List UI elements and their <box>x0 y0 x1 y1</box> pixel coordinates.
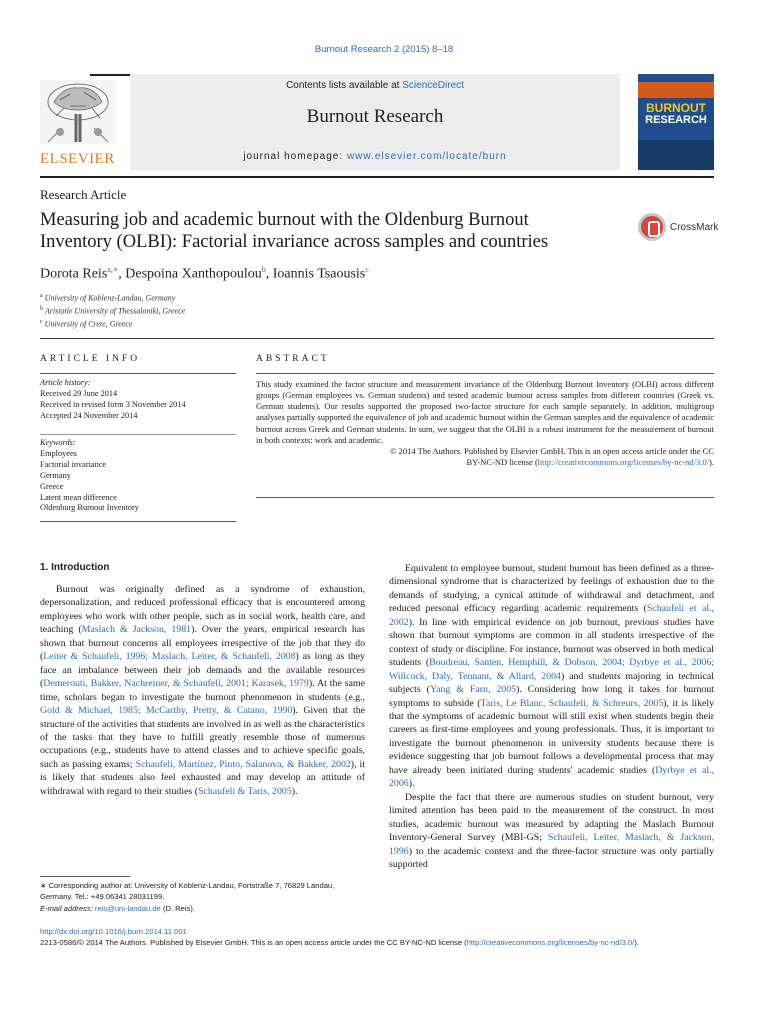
crossmark-icon <box>638 213 666 241</box>
body-text: ). In line with empirical evidence on job burnout, previous studies have shown that burnout symptoms are common in all students irrespective of the context of study or discipline. For instance, burnout was observed in both medical students ( <box>389 616 714 669</box>
citation-link[interactable]: Boudreau, Santen, Hemphill, & Dobson, 2004; Dyrbye et al., 2006; Willcock, Daly, Tennant, & Allard, 2004 <box>389 657 714 682</box>
body-text: ). Considering how long it takes for burnout symptoms to subside ( <box>389 684 714 709</box>
body-paragraph <box>389 791 714 872</box>
affiliation-marker: c <box>40 318 43 325</box>
keyword: Factorial invariance <box>40 459 107 469</box>
keyword: Greece <box>40 481 64 491</box>
contents-prefix: Contents lists available at <box>286 80 403 91</box>
author-affil-marker[interactable]: a,∗ <box>107 265 119 274</box>
body-text: ) as long as they face an imbalance between their job demands and the available resources ( <box>40 651 365 690</box>
copyright-line-1: © 2014 The Authors. Published by Elsevier GmbH. This is an open access article under the CC <box>390 445 714 456</box>
journal-name: Burnout Research <box>306 106 444 127</box>
homepage-link[interactable]: www.elsevier.com/locate/burn <box>346 151 507 162</box>
keyword: Latent mean difference <box>40 492 117 502</box>
license-suffix: ). <box>634 938 639 948</box>
affiliation-text: Aristotle University of Thessaloniki, Greece <box>44 306 186 316</box>
body-paragraph <box>389 562 714 791</box>
copyright-suffix: ). <box>709 457 714 468</box>
abstract-copyright <box>256 446 714 468</box>
article-info-heading: ARTICLE INFO <box>40 354 141 364</box>
citation-link[interactable]: Maslach & Jackson, 1981 <box>81 624 192 636</box>
section-divider <box>40 338 714 339</box>
journal-cover-thumbnail[interactable] <box>638 74 714 170</box>
citation-link[interactable]: Demerouti, Bakker, Nachreiner, & Schaufeli, 2001; Karasek, 1979 <box>43 678 309 690</box>
affiliation-text: University of Crete, Greece <box>44 319 133 329</box>
title-line-1: Measuring job and academic burnout with the Oldenburg Burnout <box>40 210 529 230</box>
masthead-center <box>130 74 620 170</box>
keyword: Germany <box>40 470 71 480</box>
keyword: Oldenburg Burnout Inventory <box>40 503 139 513</box>
article-info-rule <box>40 373 236 374</box>
body-paragraph <box>40 583 365 798</box>
cover-title-1: BURNOUT <box>646 101 706 115</box>
masthead-bottom-rule <box>40 176 714 178</box>
body-text: ), it is likely that the symptoms of academic burnout will still exist when students begin their careers as first-time employees and young professionals. Thus, it is important to investigate the burnout phenomenon in university students because there is evidence suggesting that job burnout follows a developmental process that may have already been initiated during students' academic studies ( <box>389 697 715 776</box>
copyright-prefix: BY-NC-ND license ( <box>466 457 538 468</box>
section-heading-introduction: 1. Introduction <box>40 562 110 573</box>
elsevier-wordmark: ELSEVIER <box>40 151 115 167</box>
homepage-prefix: journal homepage: <box>243 151 347 162</box>
citation-link[interactable]: Schaufeli et al., 2002 <box>389 603 714 628</box>
email-link[interactable]: reis@uni-landau.de <box>94 903 161 913</box>
author-name[interactable]: Despoina Xanthopoulou <box>125 266 262 282</box>
abstract-bottom-rule <box>256 497 714 498</box>
keywords <box>40 438 236 514</box>
citation-link[interactable]: Leiter & Schaufeli, 1996; Maslach, Leiter, & Schaufeli, 2008 <box>43 651 296 663</box>
affiliation-marker: a <box>40 293 43 299</box>
article-title <box>40 209 620 253</box>
article-info-bottom-rule <box>40 521 236 522</box>
author-separator: , <box>118 266 126 282</box>
journal-citation[interactable]: Burnout Research 2 (2015) 8–18 <box>314 44 454 55</box>
body-column-left <box>40 583 365 798</box>
affiliations <box>40 291 185 330</box>
author-affil-marker[interactable]: c <box>365 265 369 274</box>
citation-link[interactable]: Taris, Le Blanc, Schaufeli, & Schreurs, 2005 <box>480 697 664 709</box>
info-separator <box>40 434 236 435</box>
cover-bottom-band <box>638 140 714 170</box>
affiliation <box>40 304 185 317</box>
citation-link[interactable]: Schaufeli, Leiter, Maslach, & Jackson, 1996 <box>389 832 714 857</box>
license-link-bottom[interactable]: http://creativecommons.org/licenses/by-nc-nd/3.0/ <box>466 938 635 948</box>
body-column-right <box>389 562 714 871</box>
journal-masthead <box>40 74 714 170</box>
body-text: ), it is likely that students also feel exhausted and may develop an attitude of withdrawal with regard to their studies ( <box>40 758 365 797</box>
citation-link[interactable]: Schaufeli & Taris, 2005 <box>198 785 292 797</box>
contents-line <box>130 80 620 91</box>
affiliation <box>40 317 185 330</box>
citation-link[interactable]: Dyrbye et al., 2006 <box>389 764 714 790</box>
corresponding-author-footnote <box>40 880 365 914</box>
body-text: ). <box>291 785 298 797</box>
abstract-heading: ABSTRACT <box>256 354 330 364</box>
footnote-corresponding: ∗ Corresponding author at: University of Koblenz-Landau, Fortstraße 7, 76829 Landau, Germany. Tel.: +49 06341 28031199. <box>40 881 335 902</box>
keywords-label: Keywords: <box>40 438 76 447</box>
author-list <box>40 265 369 283</box>
copyright-line-2 <box>256 457 714 468</box>
citation-link[interactable]: Schaufeli, Martínez, Pinto, Salanova, & Bakker, 2002 <box>135 758 351 770</box>
cover-band <box>638 82 714 98</box>
body-text: Equivalent to employee burnout, student burnout has been defined as a three-dimensional syndrome that is characterized by feelings of exhaustion due to the demands of studying, a cynical attitude of withdrawal and detachment, and reduced personal efficacy regarding academic requirements ( <box>389 563 714 615</box>
history-label: Article history: <box>40 378 91 387</box>
body-text: ). Over the years, empirical research has shown that burnout concerns all employees irrespective of the job that they do ( <box>40 624 366 663</box>
body-text: ) and students majoring in technical subjects ( <box>389 670 714 696</box>
abstract-body <box>256 379 714 468</box>
article-bottom-info <box>40 926 714 949</box>
affiliation <box>40 291 185 304</box>
license-text: 2213-0586/© 2014 The Authors. Published by Elsevier GmbH. This is an open access article under the CC BY-NC-ND license ( <box>40 938 467 948</box>
elsevier-tree-icon <box>40 80 116 144</box>
affiliation-marker: b <box>40 305 43 312</box>
doi-link[interactable]: http://dx.doi.org/10.1016/j.burn.2014.11.001 <box>40 927 187 936</box>
body-text: Despite the fact that there are numerous studies on student burnout, very limited attention has been paid to the measurement of the construct. In most studies, academic burnout was measured by adapting the Maslach Burnout Inventory-General Survey (MBI-GS; <box>389 791 714 844</box>
email-label: E-mail address: <box>40 903 95 913</box>
article-type: Research Article <box>40 187 127 202</box>
footnote-email-line <box>40 903 365 914</box>
body-text: ). Given that the structure of the activities that students are involved in as well as the characteristics of the tasks that they have to fulfill greatly resemble those of numerous occupations (e.g., students have to attend classes and to achieve specific goals, such as passing exams; <box>40 705 366 770</box>
email-suffix: (D. Reis). <box>160 903 196 913</box>
keyword: Employees <box>40 448 77 458</box>
affiliation-text: University of Koblenz-Landau, Germany <box>44 293 176 303</box>
elsevier-logo <box>40 80 120 168</box>
author-affil-marker[interactable]: b <box>261 265 266 274</box>
body-text: ). At the same time, scholars began to investigate the burnout phenomenon in students (e.g., <box>40 678 365 703</box>
abstract-rule <box>256 373 714 374</box>
license-statement <box>40 937 714 948</box>
citation-link[interactable]: Yang & Farn, 2005 <box>429 684 517 696</box>
abstract-text: This study examined the factor structure and measurement invariance of the Oldenburg Burnout Inventory (OLBI) across different groups (German employees vs. German students) and tested academic burnout across samples from different countries (Greek vs. German students). Our results supported the proposed two-factor structure for each sample separately. In addition, multigroup analyses partially supported the equivalence of job and academic burnout within the German samples and the equivalence of academic burnout across Greek and German students. In sum, we suggest that the OLBI is a robust instrument for the measurement of burnout in both contexts: work and academic. <box>256 379 714 445</box>
author-separator: , <box>265 266 273 282</box>
citation-link[interactable]: Gold & Michael, 1985; McCarthy, Pretty, & Catano, 1990 <box>40 705 293 717</box>
crossmark-label: CrossMark <box>670 222 719 233</box>
author-name[interactable]: Ioannis Tsaousis <box>272 266 366 282</box>
homepage-line <box>130 151 620 162</box>
history-item: Received in revised form 3 November 2014 <box>40 399 186 409</box>
author-name[interactable]: Dorota Reis <box>40 266 108 282</box>
body-text: ). <box>408 778 415 790</box>
title-line-2: Inventory (OLBI): Factorial invariance across samples and countries <box>40 232 549 252</box>
sciencedirect-link[interactable]: ScienceDirect <box>402 80 464 91</box>
crossmark-badge[interactable] <box>638 213 718 245</box>
history-item: Received 29 June 2014 <box>40 388 118 398</box>
body-text: Burnout was originally defined as a syndrome of exhaustion, depersonalization, and reduced professional efficacy that is encountered among employees who work with other people, such as in social work, health care, and teaching ( <box>40 584 365 636</box>
cover-title-2: RESEARCH <box>645 114 707 126</box>
article-history <box>40 378 236 422</box>
body-text: ) to the academic context and the three-factor structure was only partially supported <box>389 845 714 870</box>
footnote-rule <box>40 876 130 877</box>
license-link[interactable]: http://creativecommons.org/licenses/by-nc-nd/3.0/ <box>537 457 710 468</box>
history-item: Accepted 24 November 2014 <box>40 410 138 420</box>
